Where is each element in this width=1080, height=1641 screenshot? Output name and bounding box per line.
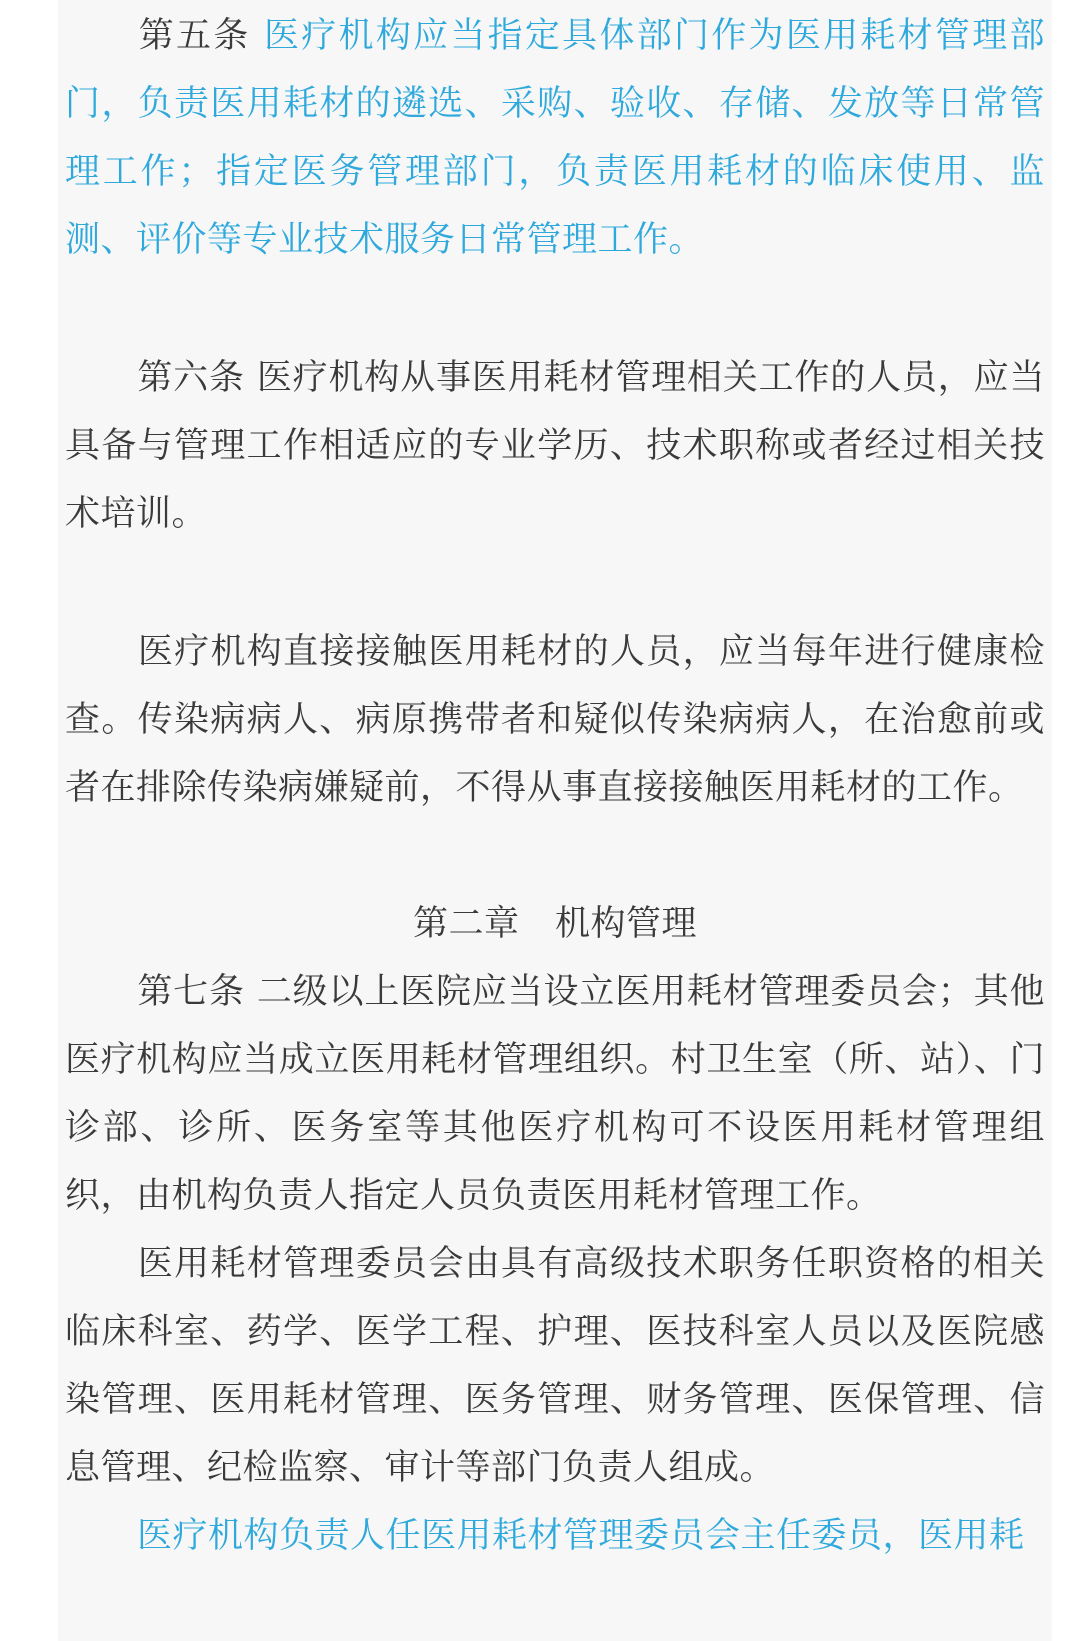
- article-7-paragraph-3-text: 医疗机构负责人任医用耗材管理委员会主任委员，医用耗: [137, 1516, 1025, 1556]
- chapter-title: 第二章 机构管理: [412, 904, 697, 944]
- article-7: [65, 958, 1045, 1230]
- article-6-text: 医疗机构从事医用耗材管理相关工作的人员，应当具备与管理工作相适应的专业学历、技术职称或者经过相关技术培训。: [65, 358, 1045, 534]
- article-5-label: 第五条: [137, 16, 251, 56]
- article-7-paragraph-2-text: 医用耗材管理委员会由具有高级技术职务任职资格的相关临床科室、药学、医学工程、护理、医技科室人员以及医院感染管理、医用耗材管理、医务管理、财务管理、医保管理、信息管理、纪检监察、审计等部门负责人组成。: [65, 1244, 1045, 1488]
- article-5: [65, 0, 1045, 274]
- article-7-text: 二级以上医院应当设立医用耗材管理委员会；其他医疗机构应当成立医用耗材管理组织。村卫生室（所、站）、门诊部、诊所、医务室等其他医疗机构可不设医用耗材管理组织，由机构负责人指定人员负责医用耗材管理工作。: [65, 972, 1045, 1216]
- article-6-paragraph-2-text: 医疗机构直接接触医用耗材的人员，应当每年进行健康检查。传染病病人、病原携带者和疑似传染病病人，在治愈前或者在排除传染病嫌疑前，不得从事直接接触医用耗材的工作。: [65, 632, 1045, 808]
- article-6-label: 第六条: [137, 358, 245, 398]
- article-7-paragraph-2: [65, 1230, 1045, 1502]
- article-5-text: 医疗机构应当指定具体部门作为医用耗材管理部门，负责医用耗材的遴选、采购、验收、存储、发放等日常管理工作；指定医务管理部门，负责医用耗材的临床使用、监测、评价等专业技术服务日常管理工作。: [65, 16, 1045, 260]
- article-7-paragraph-3: [65, 1502, 1045, 1570]
- article-7-label: 第七条: [137, 972, 245, 1012]
- article-6: [65, 344, 1045, 548]
- article-6-paragraph-2: [65, 618, 1045, 822]
- document-body: [65, 0, 1045, 1570]
